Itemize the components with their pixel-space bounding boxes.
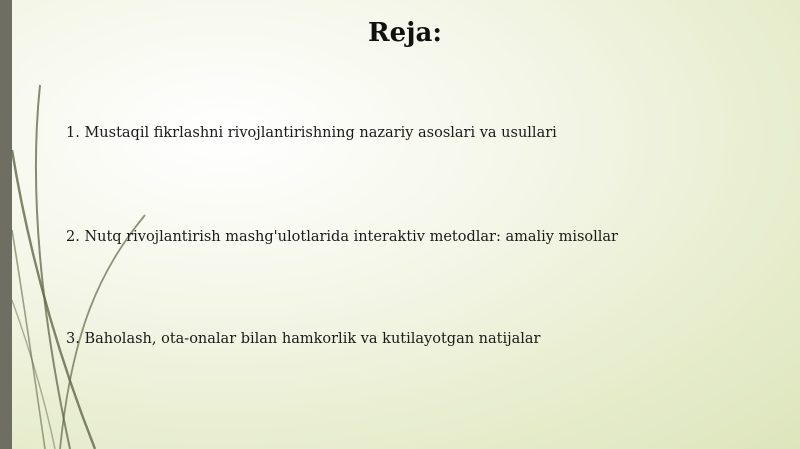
slide-title: Reja:	[367, 18, 442, 48]
plan-item-1: 1. Mustaqil fikrlashni rivojlantirishning nazariy asoslari va usullari	[66, 125, 557, 141]
plan-item-3: 3. Baholash, ota-onalar bilan hamkorlik va kutilayotgan natijalar	[66, 331, 541, 347]
plan-item-2: 2. Nutq rivojlantirish mashg'ulotlarida interaktiv metodlar: amaliy misollar	[66, 229, 618, 245]
